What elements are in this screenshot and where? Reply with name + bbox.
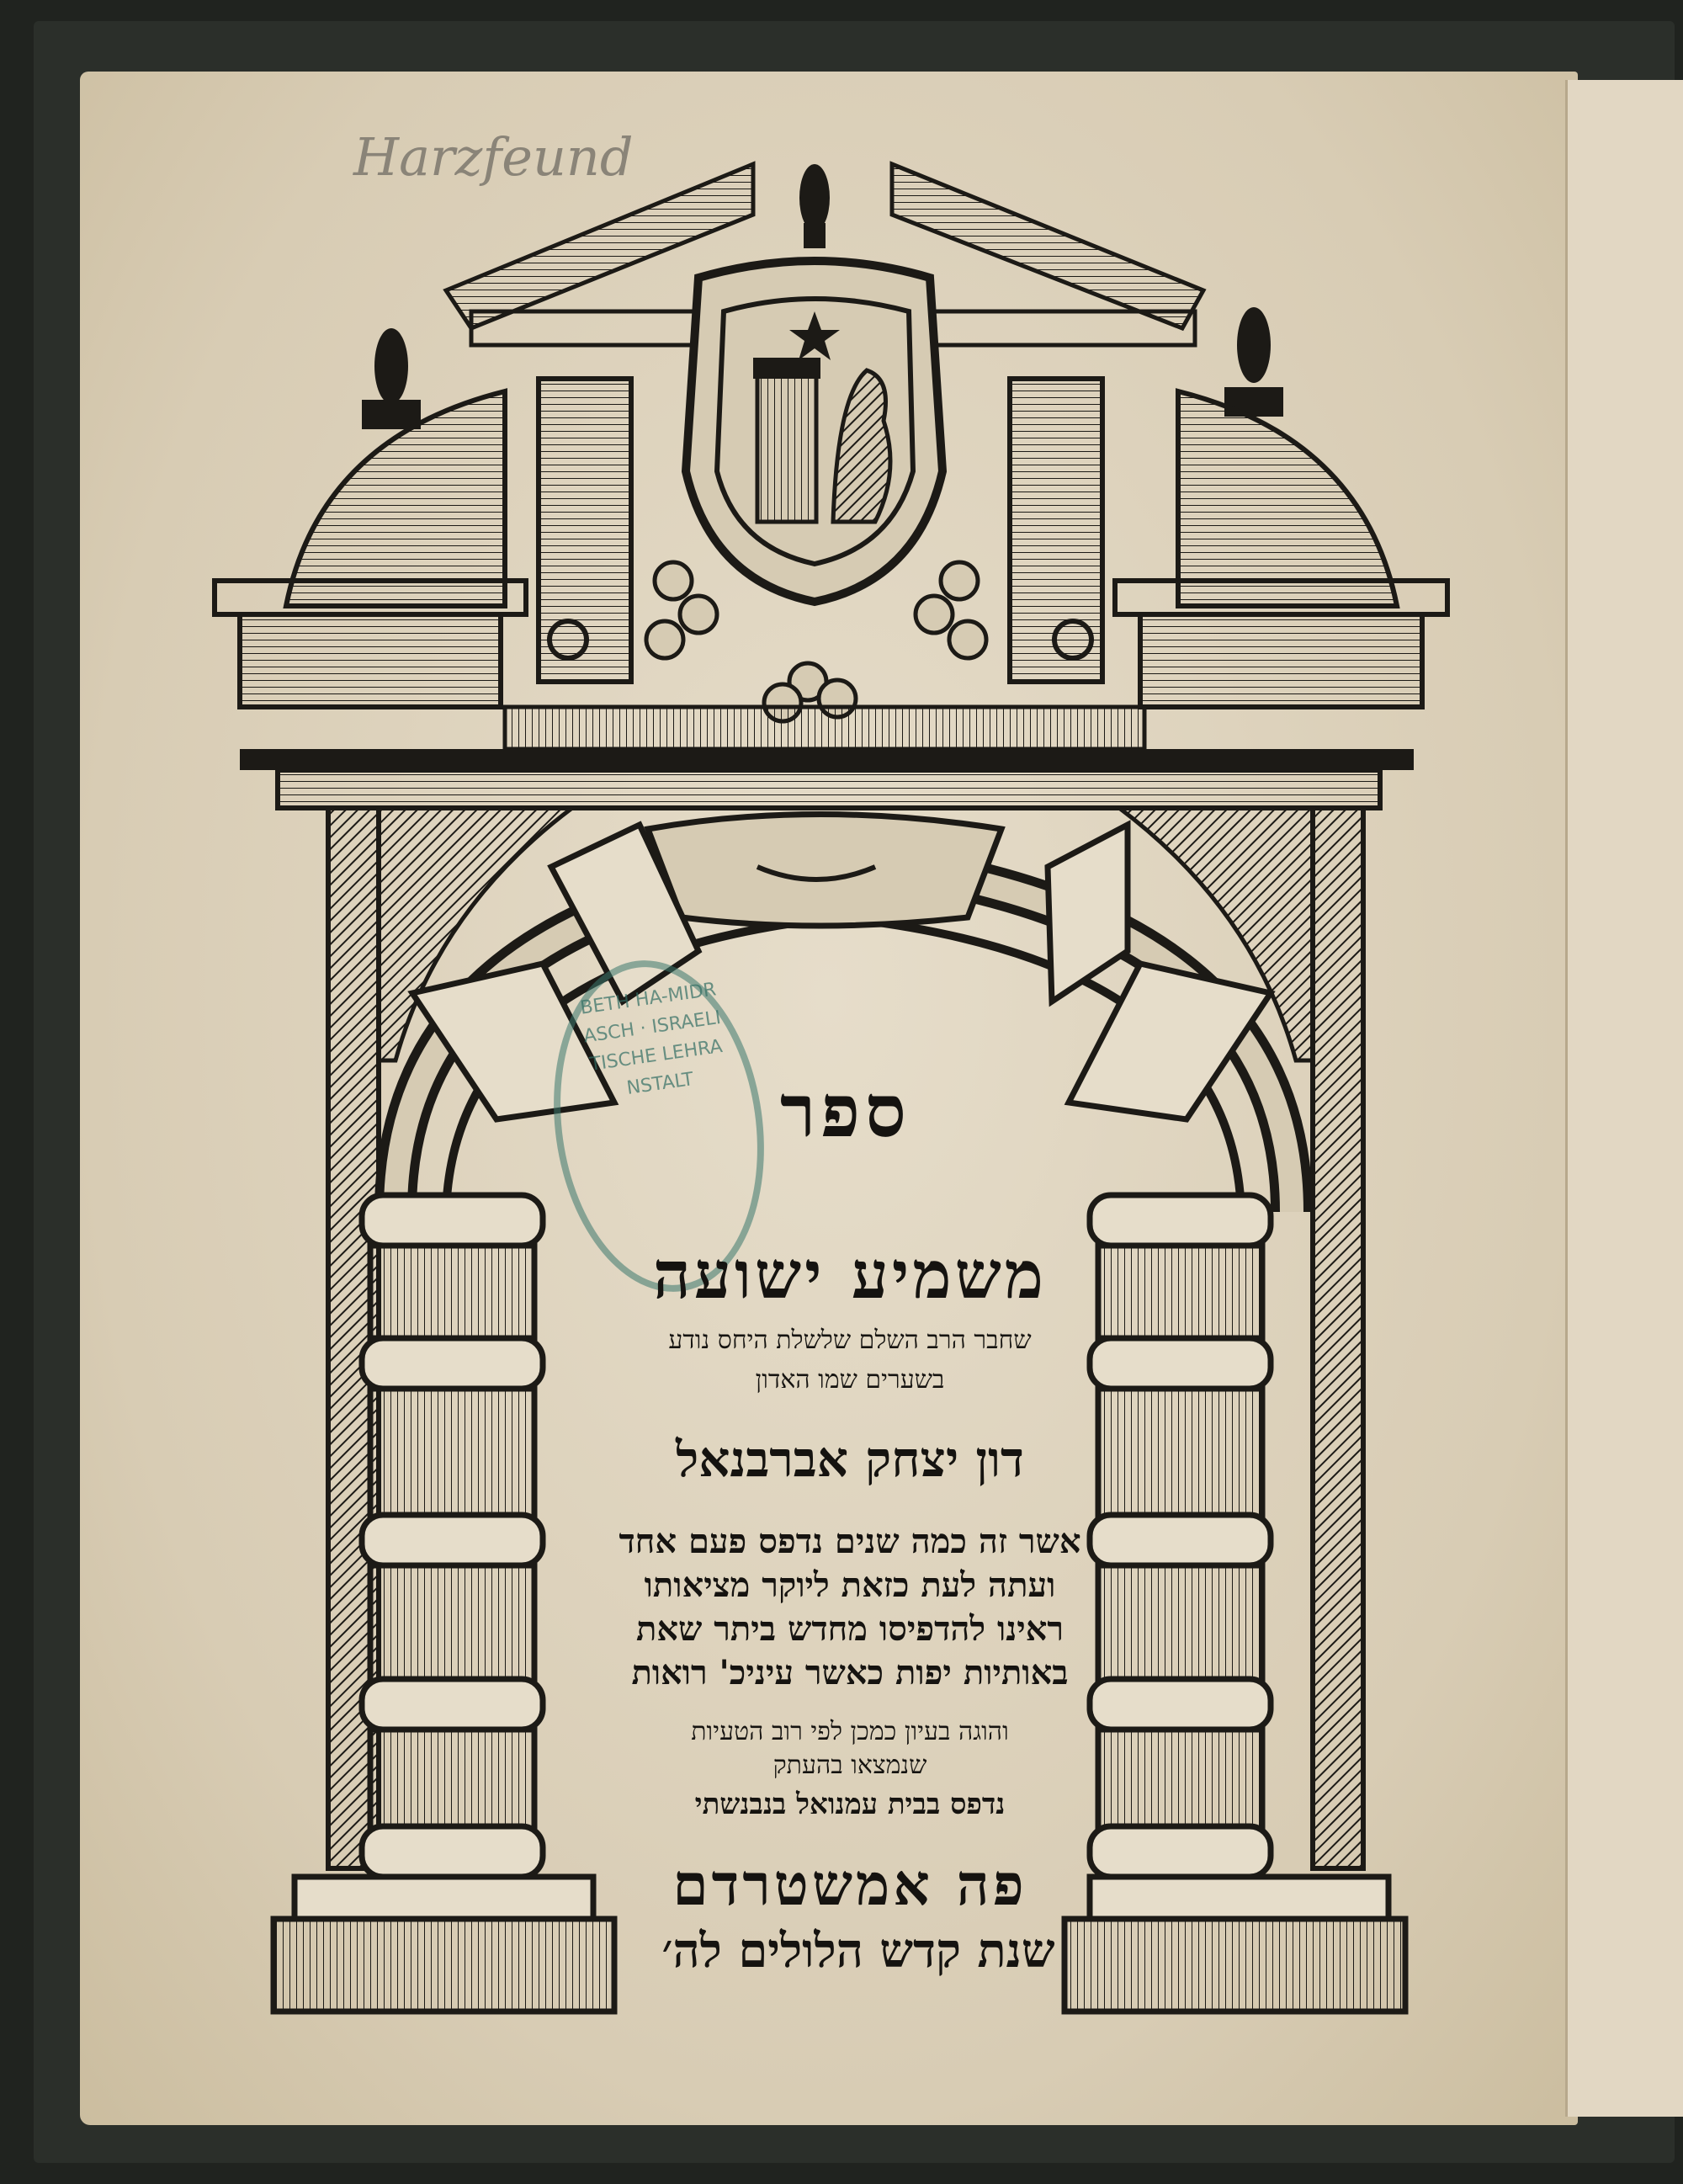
- library-stamp-text: BETH HA-MIDRASCH · ISRAELITISCHE LEHRANSTALT: [579, 979, 725, 1099]
- word-sefer: ספר: [780, 1069, 911, 1154]
- description-line-3: ראינו להדפיסו מחדש ביתר שאת: [635, 1609, 1064, 1649]
- subtitle-line-1: שחבר הרב השלם שלשלת היחס נודע: [668, 1326, 1032, 1355]
- coat-of-arms-icon: [686, 261, 942, 602]
- correction-note-line-2: שנמצאו בהעתק: [772, 1751, 927, 1780]
- imprint-city: פה אמשטרדם: [672, 1852, 1027, 1919]
- subtitle-line-2: בשערים שמו האדון: [755, 1365, 945, 1395]
- book-title: משמיע ישועה: [652, 1237, 1048, 1314]
- description-line-4: באותיות יפות כאשר עיניכ' רואות: [631, 1653, 1069, 1692]
- imprint-year: שנת קדש הלולים לה׳: [661, 1923, 1055, 1979]
- description-line-1: אשר זה כמה שנים נדפס פעם אחד: [619, 1522, 1081, 1561]
- handwritten-note: Harzfeund: [353, 126, 634, 188]
- finial-left-icon: [362, 328, 421, 429]
- correction-note-line-1: והוגה בעיון כמכן לפי רוב הטעיות: [691, 1717, 1009, 1746]
- finial-center-icon: [799, 164, 830, 248]
- finial-right-icon: [1224, 307, 1283, 417]
- author-name: דון יצחק אברבנאל: [676, 1431, 1024, 1488]
- printer-line: נדפס בבית עמנואל בנבנשתי: [694, 1788, 1006, 1821]
- description-line-2: ועתה לעת כזאת ליוקר מציאותו: [644, 1565, 1056, 1605]
